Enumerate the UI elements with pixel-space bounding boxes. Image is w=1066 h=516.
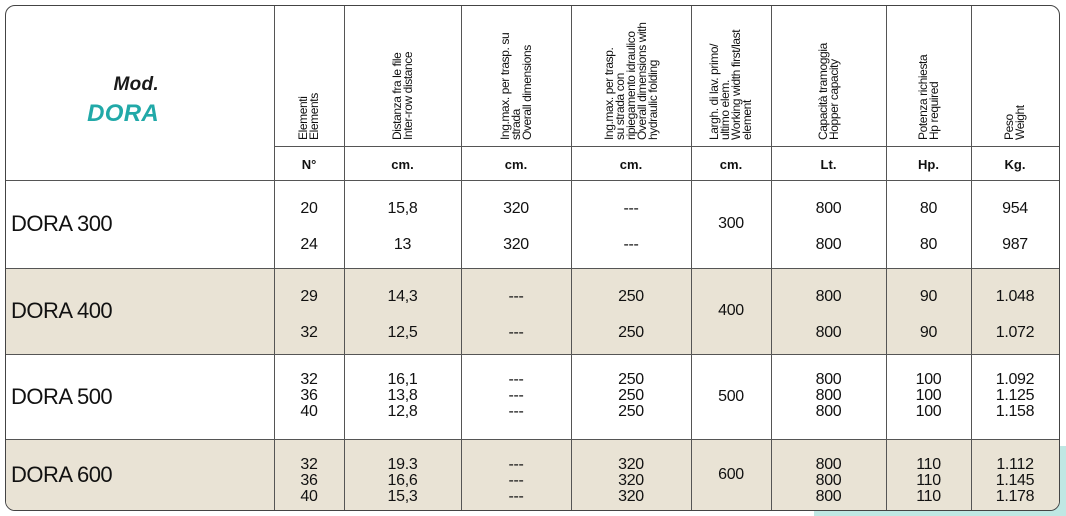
cell-elements: 40 [300,488,318,505]
cell-weight: 1.145 [995,472,1035,489]
cell-hopper: 800 [815,472,842,489]
column-header-inter_row [344,6,461,146]
cell-power: 80 [919,200,938,217]
cell-overall: --- [508,387,524,404]
cell-inter_row: 13,8 [387,387,418,404]
column-header-weight [971,6,1059,146]
mod-label: Mod. [113,74,159,95]
cell-weight: 1.112 [996,456,1034,473]
cell-weight: 1.125 [995,387,1035,404]
cell-hopper: 800 [815,288,842,305]
cell-hopper: 800 [815,236,842,253]
cell-inter_row: 19.3 [387,456,418,473]
cell-hopper: 800 [815,387,842,404]
cell-hopper: 800 [815,200,842,217]
cell-elements: 40 [300,403,318,420]
row-divider [6,268,1059,269]
cell-inter_row: 15,8 [387,200,418,217]
cell-working_width: 400 [718,302,744,319]
cell-working_width: 500 [718,387,744,405]
column-header-label: Potenza richiesta Hp required [915,54,941,140]
cell-elements: 32 [300,456,318,473]
column-unit-weight: Kg. [1004,157,1026,172]
cell-inter_row: 12,5 [387,324,418,341]
cell-inter_row: 16,1 [387,371,418,388]
column-header-label: Elementi Elements [296,93,321,140]
cell-overall_folding: 320 [618,456,644,473]
cell-working_width: 600 [718,465,744,483]
cell-power: 100 [915,403,942,420]
column-header-label: Ing.max. per trasp. su strada Overall dimensions [497,32,534,140]
column-unit-power: Hp. [918,157,939,172]
cell-overall: --- [508,488,524,505]
cell-overall_folding: 250 [618,324,644,341]
cell-overall: --- [508,456,524,473]
spec-table [6,6,1059,510]
column-header-label: Capacità tramoggia Hopper capacity [815,43,841,140]
cell-hopper: 800 [815,403,842,420]
model-header [6,6,274,180]
column-header-working_width [691,6,771,146]
column-unit-elements: N° [301,157,317,172]
cell-overall_folding: 250 [618,403,644,420]
cell-weight: 1.158 [995,403,1035,420]
cell-overall_folding: 320 [618,488,644,505]
cell-hopper: 800 [815,456,842,473]
spec-table-card [5,5,1060,511]
column-header-overall [461,6,571,146]
column-unit-inter_row: cm. [391,157,414,172]
cell-overall_folding: 250 [618,371,644,388]
column-header-power [886,6,971,146]
cell-overall: --- [508,288,524,305]
column-header-hopper [771,6,886,146]
cell-hopper: 800 [815,488,842,505]
table-row [6,180,1059,268]
column-unit-working_width: cm. [719,157,743,172]
cell-power: 90 [919,324,938,341]
row-divider [274,146,1059,147]
cell-power: 110 [916,488,941,505]
cell-weight: 1.072 [995,324,1035,341]
cell-elements: 29 [300,288,318,305]
cell-inter_row: 15,3 [387,488,418,505]
cell-elements: 20 [300,200,318,217]
cell-overall_folding: 250 [618,288,644,305]
table-row [6,268,1059,354]
model-name: DORA 300 [11,211,113,236]
cell-overall: --- [508,371,524,388]
cell-power: 100 [915,371,942,388]
model-name: DORA 400 [11,298,113,323]
cell-overall_folding: --- [623,236,639,253]
cell-overall_folding: 320 [618,472,644,489]
mod-name: DORA [87,100,159,127]
cell-overall: --- [508,403,524,420]
cell-weight: 954 [1002,200,1028,217]
column-header-elements [274,6,344,146]
cell-power: 80 [919,236,938,253]
cell-overall: --- [508,472,524,489]
column-header-overall_folding [571,6,691,146]
cell-elements: 36 [300,387,318,404]
cell-power: 100 [915,387,942,404]
row-divider [6,180,1059,181]
cell-elements: 32 [300,371,318,388]
column-unit-overall_folding: cm. [619,157,643,172]
cell-elements: 36 [300,472,318,489]
cell-power: 90 [919,288,938,305]
cell-inter_row: 16,6 [387,472,418,489]
cell-elements: 32 [300,324,318,341]
column-header-label: Peso Weight [1002,105,1027,140]
cell-overall_folding: --- [623,200,639,217]
column-header-label: Distanza fra le file Inter-row distance [389,51,415,140]
column-header-label: Largh. di lav. primo/ ultimo elem. Working width first/last element [707,29,754,140]
cell-weight: 987 [1002,236,1028,253]
model-name: DORA 600 [11,461,113,487]
cell-overall: --- [508,324,524,341]
column-header-label: Ing.max. per trasp. su strada con ripiegamento idraulico Overall dimensions with hydraulic folding [601,22,660,140]
cell-working_width: 300 [718,215,744,232]
cell-hopper: 800 [815,371,842,388]
row-divider [6,439,1059,440]
cell-inter_row: 13 [393,236,412,253]
cell-overall: 320 [503,200,529,217]
cell-weight: 1.178 [995,488,1035,505]
row-divider [6,354,1059,355]
column-unit-overall: cm. [504,157,528,172]
cell-inter_row: 14,3 [387,288,418,305]
cell-overall: 320 [503,236,529,253]
cell-power: 110 [916,472,941,489]
cell-inter_row: 12,8 [387,403,418,420]
cell-elements: 24 [300,236,318,253]
model-name: DORA 500 [11,383,113,409]
cell-overall_folding: 250 [618,387,644,404]
cell-weight: 1.092 [995,371,1035,388]
cell-hopper: 800 [815,324,842,341]
cell-power: 110 [916,456,941,473]
column-unit-hopper: Lt. [820,157,837,172]
cell-weight: 1.048 [995,288,1035,305]
